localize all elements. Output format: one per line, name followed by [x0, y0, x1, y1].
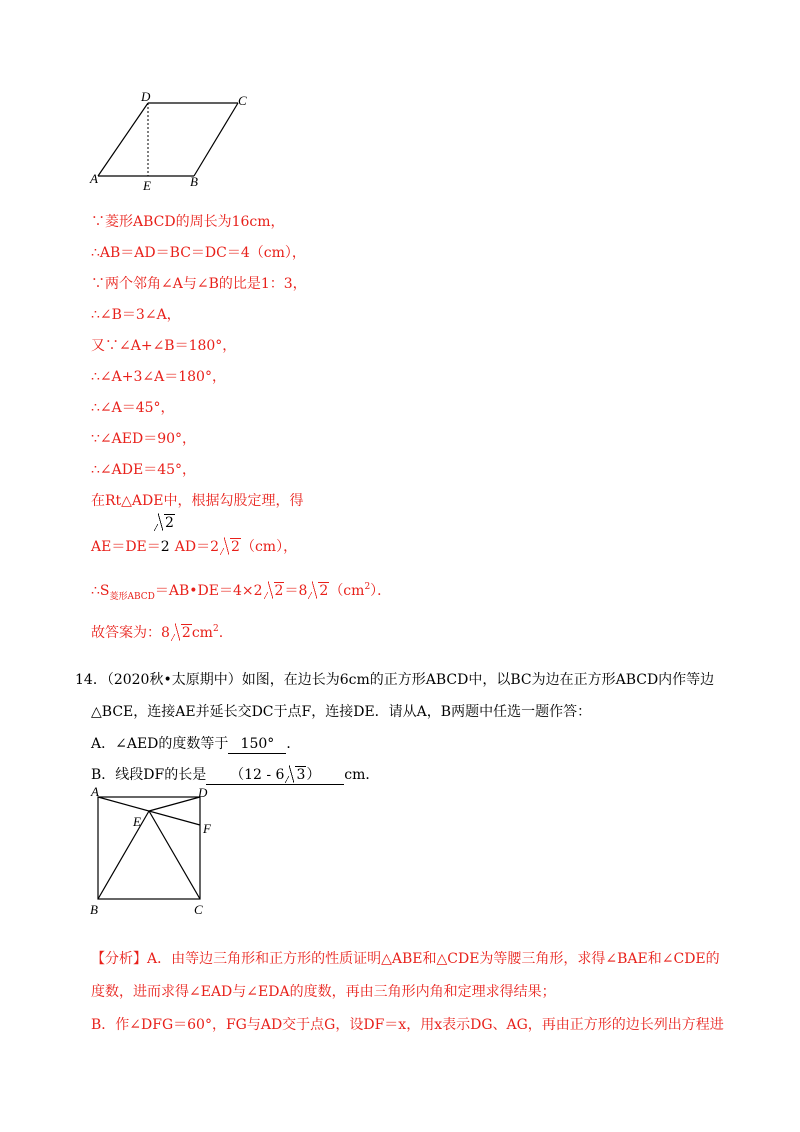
analysis-line: 度数，进而求得∠EAD与∠EDA的度数，再由三角形内角和定理求得结果；	[91, 984, 556, 1000]
segment-be	[98, 811, 149, 899]
label-c: C	[194, 902, 203, 917]
side-ad	[98, 103, 148, 176]
solution-line: 又∵∠A+∠B＝180°，	[91, 338, 237, 354]
ae-line: AE＝DE＝2 AD＝2 2（cm），	[91, 539, 298, 555]
solution-line: ∴AB＝AD＝BC＝DC＝4（cm），	[91, 245, 306, 261]
label-b: B	[190, 174, 198, 189]
square-abcd	[98, 797, 200, 899]
label-a: A	[91, 784, 99, 799]
option-b: B．线段DF的长是 （12 - 6 3） cm．	[91, 767, 380, 783]
label-d: D	[198, 785, 208, 800]
label-d: D	[141, 90, 151, 104]
solution-line: ∴∠ADE＝45°，	[91, 462, 197, 478]
answer-blank: 150°	[228, 735, 286, 754]
option-a: A．∠AED的度数等于 150° ．	[91, 736, 301, 752]
answer-blank: （12 - 6 3）	[206, 766, 344, 785]
solution-line: ∵两个邻角∠A与∠B的比是1：3，	[91, 276, 307, 292]
label-e: E	[143, 178, 151, 193]
square-figure	[88, 784, 218, 919]
question-line: 14．（2020秋•太原期中）如图，在边长为6cm的正方形ABCD中，以BC为边在正方形ABCD内作等边	[75, 672, 715, 688]
question-line: △BCE，连接AE并延长交DC于点F，连接DE．请从A，B两题中任选一题作答：	[91, 704, 592, 720]
rhombus-figure	[88, 90, 258, 195]
solution-line: ∵∠AED＝90°，	[91, 431, 197, 447]
area-equation: $\therefore S_{菱形ABCD}=AB•DE=4\times 2$ 2＝8 $2(cm^2)$．	[91, 582, 392, 602]
solution-line: ∴∠B＝3∠A，	[91, 307, 181, 323]
label-c: C	[238, 93, 247, 108]
answer-13: 故答案为：8 $2cm^2$.	[91, 624, 224, 641]
solution-line: 在Rt△ADE中，根据勾股定理，得	[91, 493, 304, 509]
segment-de	[149, 797, 200, 811]
label-e: E	[133, 814, 141, 829]
label-f: F	[203, 821, 211, 836]
solution-line: ∵菱形ABCD的周长为16cm，	[91, 214, 285, 230]
analysis-line: 【分析】A．由等边三角形和正方形的性质证明△ABE和△CDE为等腰三角形，求得∠BAE和∠CDE的	[91, 951, 720, 967]
fraction-numerator: 2	[153, 514, 175, 532]
side-bc	[194, 103, 238, 176]
solution-line: ∴∠A＝45°，	[91, 400, 175, 416]
solution-line: ∴∠A+3∠A＝180°，	[91, 369, 226, 385]
segment-ce	[149, 811, 200, 899]
analysis-line: B．作∠DFG＝60°，FG与AD交于点G，设DF＝x，用x表示DG、AG，再由正方形的边长列出方程进	[91, 1017, 724, 1033]
label-a: A	[90, 171, 98, 186]
label-b: B	[90, 902, 98, 917]
